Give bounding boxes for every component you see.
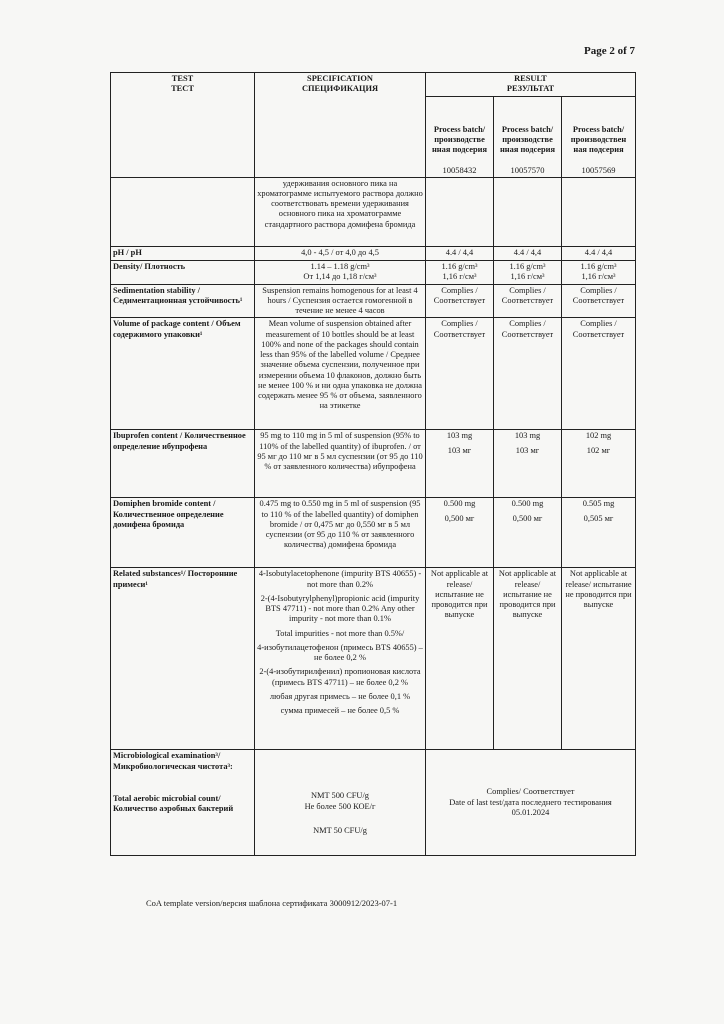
density-spec-en: 1.14 – 1.18 g/cm³ (310, 261, 370, 271)
micro-test-label: Microbiological examination³/Микробиологическая чистота³: (113, 751, 233, 771)
batch-header-2 (494, 96, 562, 177)
domiphen-result-3 (562, 498, 636, 568)
micro-total-label: Total aerobic microbial count/ Количество аэробных бактерий (113, 793, 234, 814)
micro-date-label: Date of last test/дата последнего тестирования (449, 797, 612, 807)
related-spec-line: 4-изобутилацетофенон (примесь BTS 40655) – не более 0,2 % (257, 642, 423, 663)
result-column-header (426, 73, 636, 97)
result-en: 1.16 g/cm³ (441, 261, 478, 271)
sedimentation-result-1: Complies / Соответствует (426, 284, 494, 318)
batch-number: 10057569 (581, 165, 616, 176)
related-spec-line: сумма примесей – не более 0,5 % (280, 706, 400, 716)
related-spec-line: любая другая примесь – не более 0,1 % (269, 691, 411, 701)
sedimentation-spec: Suspension remains homogenous for at least 4 hours / Суспензия остается гомогенной в течение не менее 4 часов (255, 284, 426, 318)
micro-result (426, 750, 636, 856)
density-result-3 (562, 260, 636, 284)
result-en: 102 mg (585, 431, 612, 441)
result-en: 0.500 mg (511, 499, 544, 509)
micro-date: 05.01.2024 (511, 807, 550, 817)
continuation-row (111, 177, 636, 246)
related-test: Related substances¹/ Посторонние примеси¹ (111, 568, 255, 750)
micro-spec-en: NMT 500 CFU/g (310, 791, 369, 801)
micro-spec-ru: Не более 500 КОЕ/г (304, 801, 376, 811)
result-en: 1.16 g/cm³ (580, 261, 617, 271)
ph-result-2: 4.4 / 4,4 (494, 246, 562, 260)
ibuprofen-test: Ibuprofen content / Количественное определение ибупрофена (111, 430, 255, 498)
header-row (111, 73, 636, 97)
domiphen-row (111, 498, 636, 568)
volume-result-3: Complies / Соответствует (562, 318, 636, 430)
result-ru: 0,500 мг (512, 513, 543, 523)
micro-spec (255, 750, 426, 856)
test-header-ru: ТЕСТ (171, 84, 194, 94)
result-header-en: RESULT (514, 74, 547, 83)
batch-label: Process batch/ производствен ная подсерия (570, 124, 627, 154)
batch-number: 10058432 (442, 165, 477, 176)
micro-result-status: Complies/ Соответствует (486, 787, 575, 797)
ibuprofen-spec: 95 mg to 110 mg in 5 ml of suspension (95% to 110% of the labelled quantity) of ibuprofen. / от 95 мг до 110 мг в 5 мл суспензии (от 95 до 110 % от заявленного количества) ибупрофена (255, 430, 426, 498)
related-spec-line: 4-Isobutylacetophenone (impurity BTS 40655) - not more than 0.2% (258, 569, 422, 589)
ph-result-1: 4.4 / 4,4 (426, 246, 494, 260)
domiphen-result-1 (426, 498, 494, 568)
page-number: Page 2 of 7 (584, 45, 636, 57)
result-en: 0.500 mg (443, 499, 476, 509)
batch-label: Process batch/ производстве нная подсерия (499, 124, 556, 154)
result-ru: 0,505 мг (583, 513, 614, 523)
result-ru: 103 мг (447, 445, 472, 455)
ibuprofen-result-2 (494, 430, 562, 498)
result-ru: 1,16 г/см³ (581, 271, 616, 281)
micro-spec-next: NMT 50 CFU/g (313, 825, 367, 835)
domiphen-test: Domiphen bromide content / Количественное определение домифена бромида (111, 498, 255, 568)
sedimentation-row (111, 284, 636, 318)
density-spec-ru: От 1,14 до 1,18 г/см³ (303, 271, 377, 281)
domiphen-spec: 0.475 mg to 0.550 mg in 5 ml of suspension (95 to 110 % of the labelled quantity) of domiphen bromide / от 0,475 мг до 0,550 мг в 5 мл суспензии (от 95 до 110 % от заявленного количества) домифена бромида (255, 498, 426, 568)
result-en: 0.505 mg (582, 499, 615, 509)
volume-result-2: Complies / Соответствует (494, 318, 562, 430)
template-version-footer: CoA template version/версия шаблона сертификата 3000912/2023-07-1 (146, 898, 398, 908)
sedimentation-test: Sedimentation stability / Седиментационная устойчивость¹ (111, 284, 255, 318)
ibuprofen-row (111, 430, 636, 498)
micro-row (111, 750, 636, 856)
result-ru: 1,16 г/см³ (510, 271, 545, 281)
ph-result-3: 4.4 / 4,4 (562, 246, 636, 260)
batch-number: 10057570 (510, 165, 545, 176)
micro-test (111, 750, 255, 856)
density-result-1 (426, 260, 494, 284)
domiphen-result-2 (494, 498, 562, 568)
related-spec (255, 568, 426, 750)
ibuprofen-result-3 (562, 430, 636, 498)
volume-spec: Mean volume of suspension obtained after measurement of 10 bottles should be at least 100% and none of the packages should contain less than 95% of the labelled volume / Среднее значение объема суспензии, полученное при измерении объема 10 флаконов, должно быть не менее 100 % и ни одна упаковка не должна содержать менее 95 % от объема, заявленного на этикетке (255, 318, 426, 430)
related-result-3: Not applicable at release/ испытание не проводится при выпуске (562, 568, 636, 750)
ph-row (111, 246, 636, 260)
volume-row (111, 318, 636, 430)
density-test: Density/ Плотность (111, 260, 255, 284)
ibuprofen-result-1 (426, 430, 494, 498)
result-en: 103 mg (446, 431, 473, 441)
result-ru: 1,16 г/см³ (442, 271, 477, 281)
test-header-en: TEST (171, 74, 194, 83)
related-row (111, 568, 636, 750)
related-spec-line: 2-(4-Isobutyrylphenyl)propionic acid (impurity BTS 47711) - not more than 0.2% Any other impurity - not more than 0.1% (260, 593, 420, 624)
result-ru: 102 мг (586, 445, 611, 455)
continuation-spec: удерживания основного пика на хроматограмме испытуемого раствора должно соответствовать времени удерживания основного пика на хроматограмме стандартного раствора домифена бромида (255, 177, 426, 246)
related-spec-line: 2-(4-изобутирилфенил) пропионовая кислота (примесь BTS 47711) – не более 0,2 % (259, 667, 421, 687)
related-result-1: Not applicable at release/ испытание не проводится при выпуске (426, 568, 494, 750)
ph-test: pH / pH (111, 246, 255, 260)
sedimentation-result-3: Complies / Соответствует (562, 284, 636, 318)
spec-header-en: SPECIFICATION (307, 74, 373, 83)
batch-label: Process batch/ производстве нная подсерия (431, 124, 488, 154)
result-en: 1.16 g/cm³ (509, 261, 546, 271)
result-en: 103 mg (514, 431, 541, 441)
test-column-header (111, 73, 255, 178)
spec-column-header (255, 73, 426, 178)
related-result-2: Not applicable at release/ испытание не проводится при выпуске (494, 568, 562, 750)
volume-result-1: Complies / Соответствует (426, 318, 494, 430)
related-spec-line: Total impurities - not more than 0.5%/ (275, 628, 405, 638)
volume-test: Volume of package content / Объем содержимого упаковки¹ (111, 318, 255, 430)
density-spec (255, 260, 426, 284)
density-row (111, 260, 636, 284)
result-ru: 0,500 мг (444, 513, 475, 523)
result-ru: 103 мг (515, 445, 540, 455)
density-result-2 (494, 260, 562, 284)
specification-table (110, 72, 636, 856)
ph-spec: 4,0 - 4,5 / от 4,0 до 4,5 (255, 246, 426, 260)
batch-header-1 (426, 96, 494, 177)
spec-header-ru: СПЕЦИФИКАЦИЯ (301, 84, 379, 94)
sedimentation-result-2: Complies / Соответствует (494, 284, 562, 318)
result-header-ru: РЕЗУЛЬТАТ (506, 84, 555, 94)
batch-header-3 (562, 96, 636, 177)
